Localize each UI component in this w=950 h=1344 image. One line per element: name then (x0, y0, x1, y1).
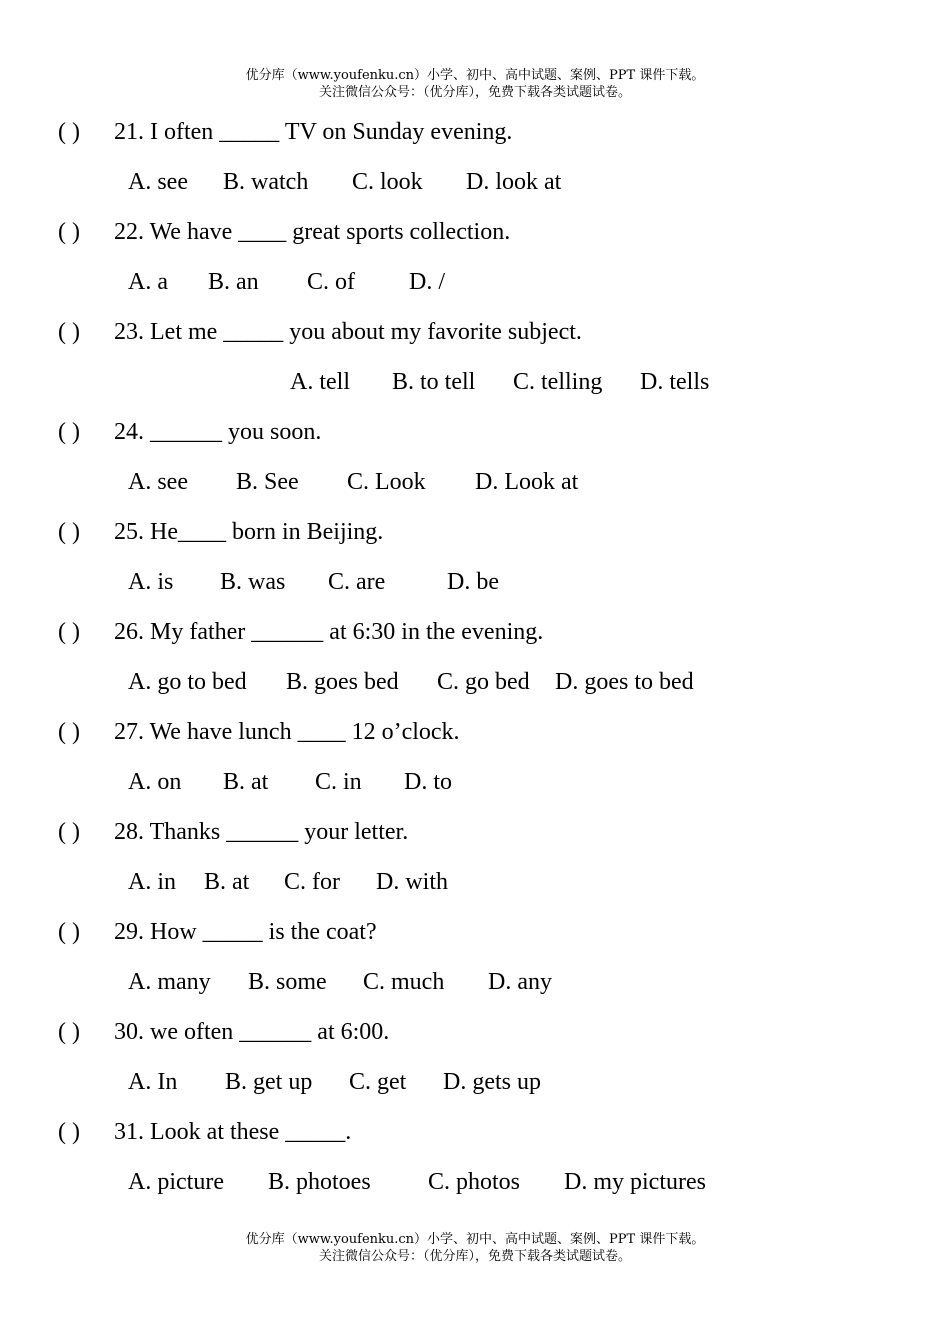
option-b: B. watch (223, 169, 309, 195)
option-d: D. / (409, 269, 445, 295)
option-a: A. go to bed (128, 669, 247, 695)
option-c: C. for (284, 869, 340, 895)
answer-blank: ( ) (58, 819, 80, 845)
option-a: A. on (128, 769, 182, 795)
answer-blank: ( ) (58, 719, 80, 745)
option-b: B. to tell (392, 369, 476, 395)
question-21 (0, 112, 950, 212)
question-list (0, 112, 950, 1212)
option-c: C. in (315, 769, 362, 795)
footer-line-2: 关注微信公众号：（优分库），免费下载各类试题试卷。 (318, 1249, 631, 1264)
option-c: C. look (352, 169, 423, 195)
question-stem: 21. I often _____ TV on Sunday evening. (114, 119, 513, 145)
question-25 (0, 512, 950, 612)
option-c: C. go bed (437, 669, 530, 695)
option-a: A. tell (290, 369, 350, 395)
option-c: C. are (328, 569, 386, 595)
question-26 (0, 612, 950, 712)
question-24 (0, 412, 950, 512)
option-b: B. an (208, 269, 259, 295)
option-a: A. is (128, 569, 174, 595)
option-a: A. in (128, 869, 176, 895)
option-d: D. goes to bed (555, 669, 694, 695)
option-d: D. Look at (475, 469, 579, 495)
option-b: B. get up (225, 1069, 313, 1095)
option-d: D. with (376, 869, 448, 895)
question-stem: 26. My father ______ at 6:30 in the evening. (114, 619, 544, 645)
page-footer (0, 1231, 950, 1265)
question-31 (0, 1112, 950, 1212)
question-stem: 22. We have ____ great sports collection. (114, 219, 511, 245)
option-c: C. get (349, 1069, 407, 1095)
option-d: D. be (447, 569, 499, 595)
option-c: C. telling (513, 369, 603, 395)
header-line-1: 优分库（www.youfenku.cn）小学、初中、高中试题、案例、PPT 课件下载。 (245, 68, 705, 83)
question-28 (0, 812, 950, 912)
question-stem: 31. Look at these _____. (114, 1119, 352, 1145)
question-stem: 25. He____ born in Beijing. (114, 519, 384, 545)
option-a: A. see (128, 469, 188, 495)
answer-blank: ( ) (58, 919, 80, 945)
option-a: A. picture (128, 1169, 224, 1195)
option-d: D. any (488, 969, 552, 995)
option-c: C. Look (347, 469, 426, 495)
answer-blank: ( ) (58, 1019, 80, 1045)
question-stem: 29. How _____ is the coat? (114, 919, 377, 945)
option-d: D. to (404, 769, 452, 795)
answer-blank: ( ) (58, 519, 80, 545)
option-d: D. my pictures (564, 1169, 706, 1195)
option-b: B. at (204, 869, 250, 895)
option-d: D. look at (466, 169, 562, 195)
answer-blank: ( ) (58, 119, 80, 145)
answer-blank: ( ) (58, 419, 80, 445)
option-b: B. goes bed (286, 669, 399, 695)
question-stem: 30. we often ______ at 6:00. (114, 1019, 390, 1045)
option-a: A. a (128, 269, 168, 295)
page-header (0, 67, 950, 101)
option-a: A. many (128, 969, 211, 995)
question-stem: 27. We have lunch ____ 12 o’clock. (114, 719, 460, 745)
header-line-2: 关注微信公众号：（优分库），免费下载各类试题试卷。 (318, 85, 631, 100)
answer-blank: ( ) (58, 219, 80, 245)
question-30 (0, 1012, 950, 1112)
footer-line-1: 优分库（www.youfenku.cn）小学、初中、高中试题、案例、PPT 课件下载。 (245, 1232, 705, 1247)
answer-blank: ( ) (58, 319, 80, 345)
option-a: A. In (128, 1069, 178, 1095)
question-27 (0, 712, 950, 812)
option-b: B. was (220, 569, 286, 595)
option-b: B. photoes (268, 1169, 371, 1195)
question-stem: 23. Let me _____ you about my favorite subject. (114, 319, 582, 345)
option-c: C. of (307, 269, 355, 295)
answer-blank: ( ) (58, 619, 80, 645)
option-b: B. at (223, 769, 269, 795)
option-b: B. some (248, 969, 327, 995)
question-stem: 24. ______ you soon. (114, 419, 322, 445)
option-c: C. much (363, 969, 445, 995)
option-c: C. photos (428, 1169, 521, 1195)
question-22 (0, 212, 950, 312)
option-b: B. See (236, 469, 299, 495)
option-d: D. gets up (443, 1069, 541, 1095)
answer-blank: ( ) (58, 1119, 80, 1145)
option-a: A. see (128, 169, 188, 195)
option-d: D. tells (640, 369, 710, 395)
question-23 (0, 312, 950, 412)
question-29 (0, 912, 950, 1012)
question-stem: 28. Thanks ______ your letter. (114, 819, 409, 845)
